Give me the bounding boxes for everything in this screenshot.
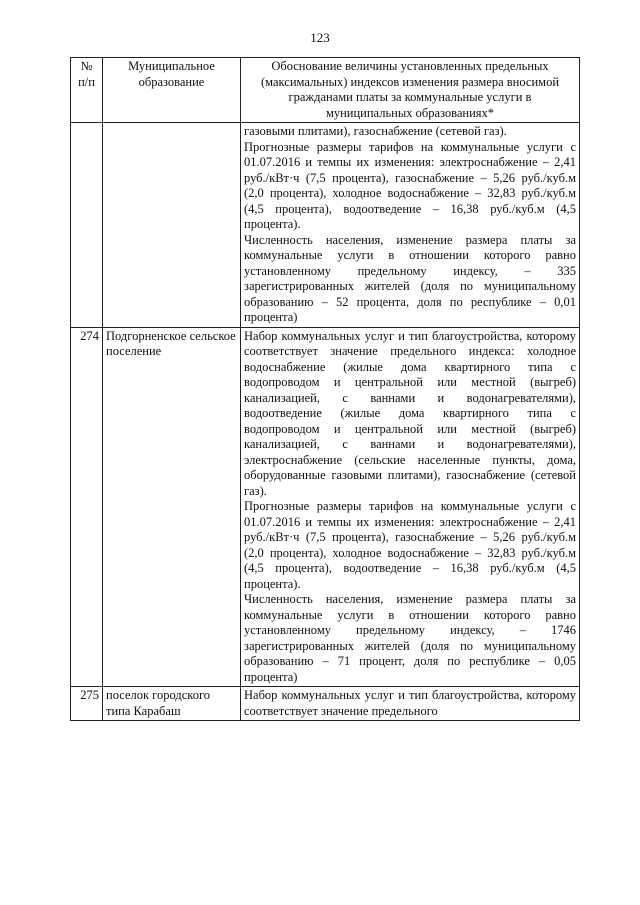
- header-municipality: Муниципальное образование: [103, 58, 241, 123]
- header-justification: Обоснование величины установленных предельных (максимальных) индексов изменения размера вносимой гражданами платы за коммунальные услуги в муниципальных образованиях*: [241, 58, 580, 123]
- row-municipality: поселок городского типа Карабаш: [103, 687, 241, 721]
- justification-paragraph: Набор коммунальных услуг и тип благоустройства, которому соответствует значение предельного: [244, 688, 576, 718]
- row-municipality: Подгорненское сельское поселение: [103, 327, 241, 687]
- justification-paragraph: Набор коммунальных услуг и тип благоустройства, которому соответствует значение предельного индекса: холодное водоснабжение (жилые дома квартирного типа с водопроводом и центральной или местной (выгреб) канализацией, с ваннами и водонагревателями), водоотведение (жилые дома квартирного типа с водопроводом и центральной или местной (выгреб) канализацией, с ваннами и водонагревателями), электроснабжение (сельские населенные пункты, дома, оборудованные газовыми плитами), газоснабжение (сетевой газ).: [244, 328, 576, 498]
- justification-paragraph: газовыми плитами), газоснабжение (сетевой газ).: [244, 124, 507, 138]
- justification-paragraph: Численность населения, изменение размера платы за коммунальные услуги в отношении которого равно установленному предельному индексу, – 1746 зарегистрированных жителей (доля по муниципальному образованию – 71 процент, доля по республике – 0,05 процента): [244, 592, 576, 684]
- justification-paragraph: Численность населения, изменение размера платы за коммунальные услуги в отношении которого равно установленному предельному индексу, – 335 зарегистрированных жителей (доля по муниципальному образованию – 52 процента, доля по республике – 0,01 процента): [244, 232, 576, 324]
- table-header-row: [71, 58, 580, 123]
- row-number: 274: [71, 327, 103, 687]
- row-justification: [241, 327, 580, 687]
- table-row: [71, 687, 580, 721]
- justification-paragraph: Прогнозные размеры тарифов на коммунальные услуги с 01.07.2016 и темпы их изменения: электроснабжение – 2,41 руб./кВт·ч (7,5 процента), газоснабжение – 5,26 руб./куб.м (2,0 процента), холодное водоснабжение – 32,83 руб./куб.м (4,5 процента), водоотведение – 16,38 руб./куб.м (4,5 процента).: [244, 139, 576, 231]
- row-justification: [241, 687, 580, 721]
- tariff-index-table: [70, 57, 580, 721]
- row-justification: [241, 123, 580, 328]
- row-municipality: [103, 123, 241, 328]
- page-number: 123: [310, 30, 330, 45]
- justification-paragraph: Прогнозные размеры тарифов на коммунальные услуги с 01.07.2016 и темпы их изменения: электроснабжение – 2,41 руб./кВт·ч (7,5 процента), газоснабжение – 5,26 руб./куб.м (2,0 процента), холодное водоснабжение – 32,83 руб./куб.м (4,5 процента), водоотведение – 16,38 руб./куб.м (4,5 процента).: [244, 499, 576, 591]
- table-row: [71, 327, 580, 687]
- table-row: [71, 123, 580, 328]
- row-number: 275: [71, 687, 103, 721]
- header-number: № п/п: [71, 58, 103, 123]
- row-number: [71, 123, 103, 328]
